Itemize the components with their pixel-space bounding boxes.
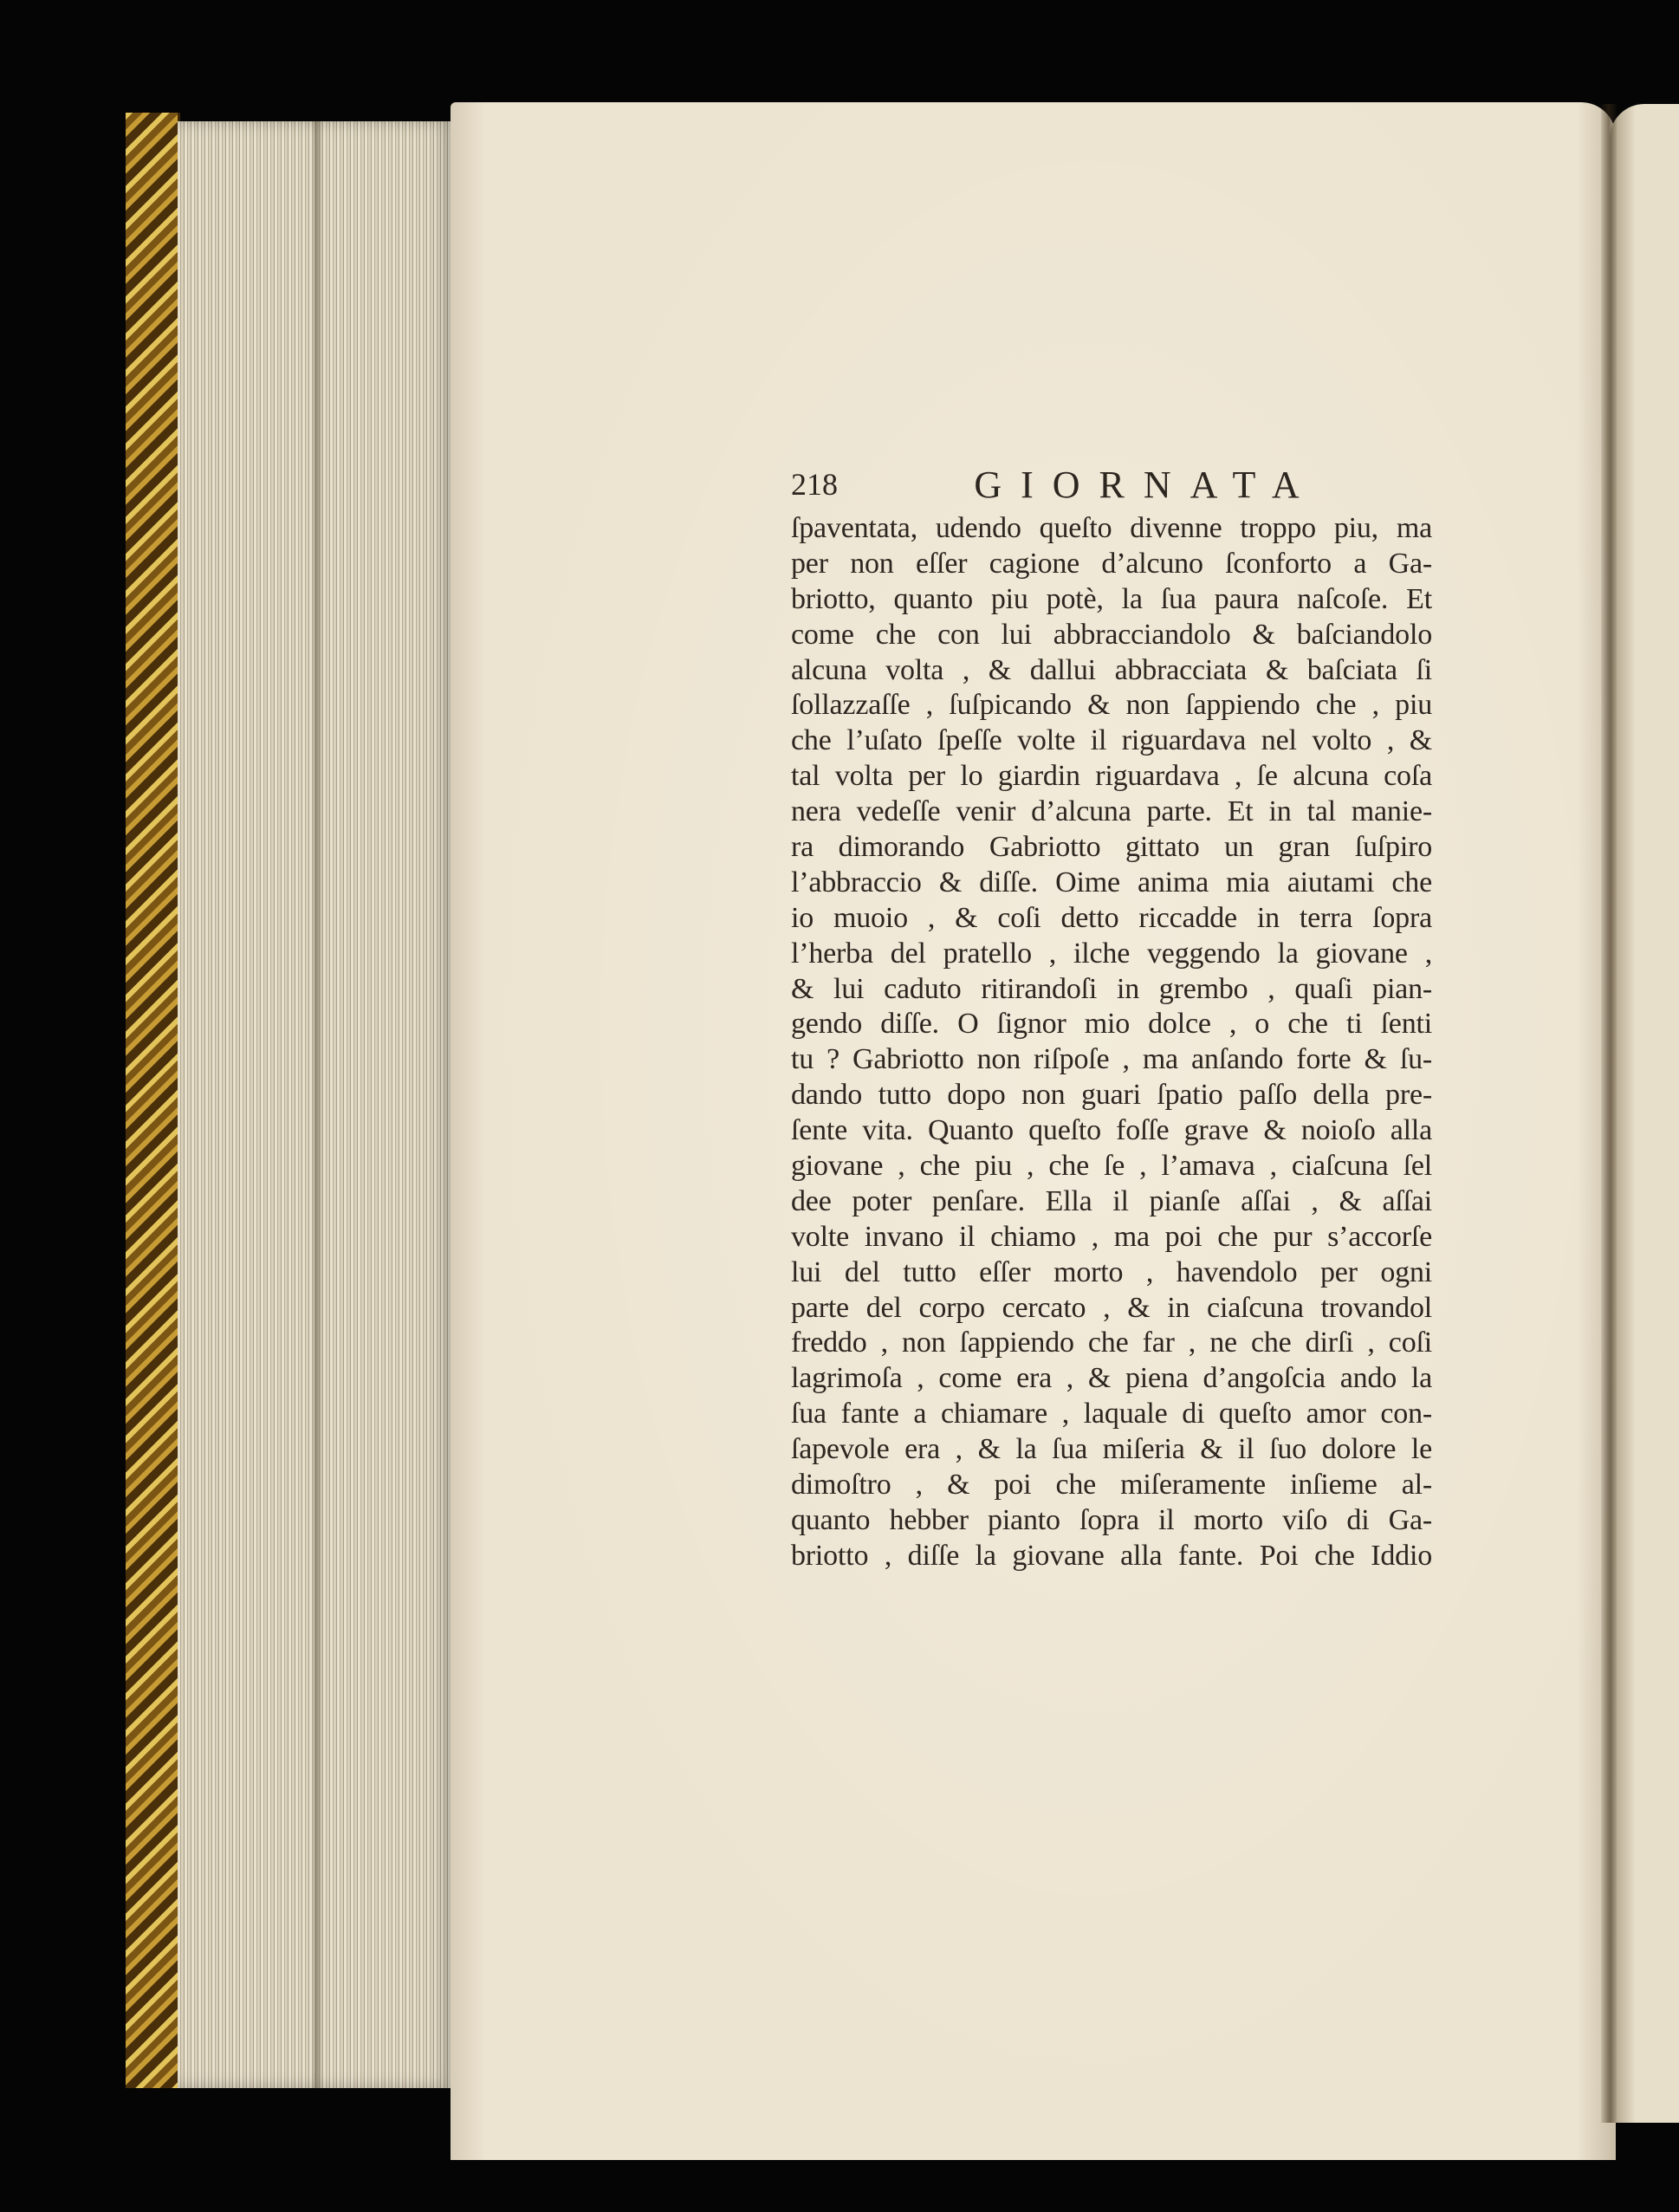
running-head-title: GIORNATA xyxy=(974,464,1319,506)
gilt-page-edge xyxy=(126,113,180,2088)
text-line: ſente vita. Quanto queſto foſſe grave & noioſo alla xyxy=(791,1114,1432,1147)
text-line: per non eſſer cagione d’alcuno ſconforto a Ga- xyxy=(791,547,1432,580)
text-line: dando tutto dopo non guari ſpatio paſſo della pre- xyxy=(791,1079,1432,1112)
text-line: ſpaventata, udendo queſto divenne troppo piu, ma xyxy=(791,512,1432,544)
text-line: ſapevole era , & la ſua miſeria & il ſuo dolore le xyxy=(791,1433,1432,1466)
text-line: briotto, quanto piu potè, la ſua paura naſcoſe. Et xyxy=(791,582,1432,615)
text-line: & lui caduto ritirandoſi in grembo , quaſi pian- xyxy=(791,972,1432,1005)
text-line: quanto hebber pianto ſopra il morto viſo di Ga- xyxy=(791,1503,1432,1536)
text-line: dimoſtro , & poi che miſeramente inſieme al- xyxy=(791,1469,1432,1502)
text-line: volte invano il chiamo , ma poi che pur s’accorſe xyxy=(791,1220,1432,1253)
page-block-shadow xyxy=(312,121,322,2088)
text-block xyxy=(791,459,1432,1574)
text-line: l’abbraccio & diſſe. Oime anima mia aiutami che xyxy=(791,866,1432,898)
text-line: l’herba del pratello , ilche veggendo la giovane , xyxy=(791,937,1432,970)
page-number: 218 xyxy=(791,467,838,502)
body-text xyxy=(791,511,1432,1574)
text-line: dee poter penſare. Ella il pianſe aſſai , & aſſai xyxy=(791,1184,1432,1217)
text-line: alcuna volta , & dallui abbracciata & baſciata ſi xyxy=(791,653,1432,686)
text-line: briotto , diſſe la giovane alla fante. Poi che Iddio xyxy=(791,1539,1432,1572)
text-line: tu ? Gabriotto non riſpoſe , ma anſando forte & ſu- xyxy=(791,1043,1432,1076)
text-line: nera vedeſſe venir d’alcuna parte. Et in tal manie- xyxy=(791,795,1432,828)
text-line: ſollazzaſſe , ſuſpicando & non ſappiendo che , piu xyxy=(791,689,1432,722)
book-gutter xyxy=(1601,104,1617,2123)
text-line: ra dimorando Gabriotto gittato un gran ſuſpiro xyxy=(791,831,1432,864)
text-line: giovane , che piu , che ſe , l’amava , ciaſcuna ſel xyxy=(791,1150,1432,1183)
text-line: tal volta per lo giardin riguardava , ſe alcuna coſa xyxy=(791,760,1432,793)
text-line: gendo diſſe. O ſignor mio dolce , o che ti ſenti xyxy=(791,1008,1432,1041)
facing-page xyxy=(1610,104,1679,2123)
text-line: parte del corpo cercato , & in ciaſcuna trovandol xyxy=(791,1291,1432,1324)
text-line: ſua fante a chiamare , laquale di queſto amor con- xyxy=(791,1398,1432,1430)
text-line: freddo , non ſappiendo che far , ne che dirſi , coſi xyxy=(791,1327,1432,1359)
text-line: che l’uſato ſpeſſe volte il riguardava nel volto , & xyxy=(791,724,1432,757)
text-line: io muoio , & coſi detto riccadde in terra ſopra xyxy=(791,901,1432,934)
text-line: come che con lui abbracciandolo & baſciandolo xyxy=(791,618,1432,651)
text-line: lagrimoſa , come era , & piena d’angoſcia ando la xyxy=(791,1362,1432,1395)
running-head xyxy=(791,459,1432,511)
text-line: lui del tutto eſſer morto , havendolo per ogni xyxy=(791,1255,1432,1288)
